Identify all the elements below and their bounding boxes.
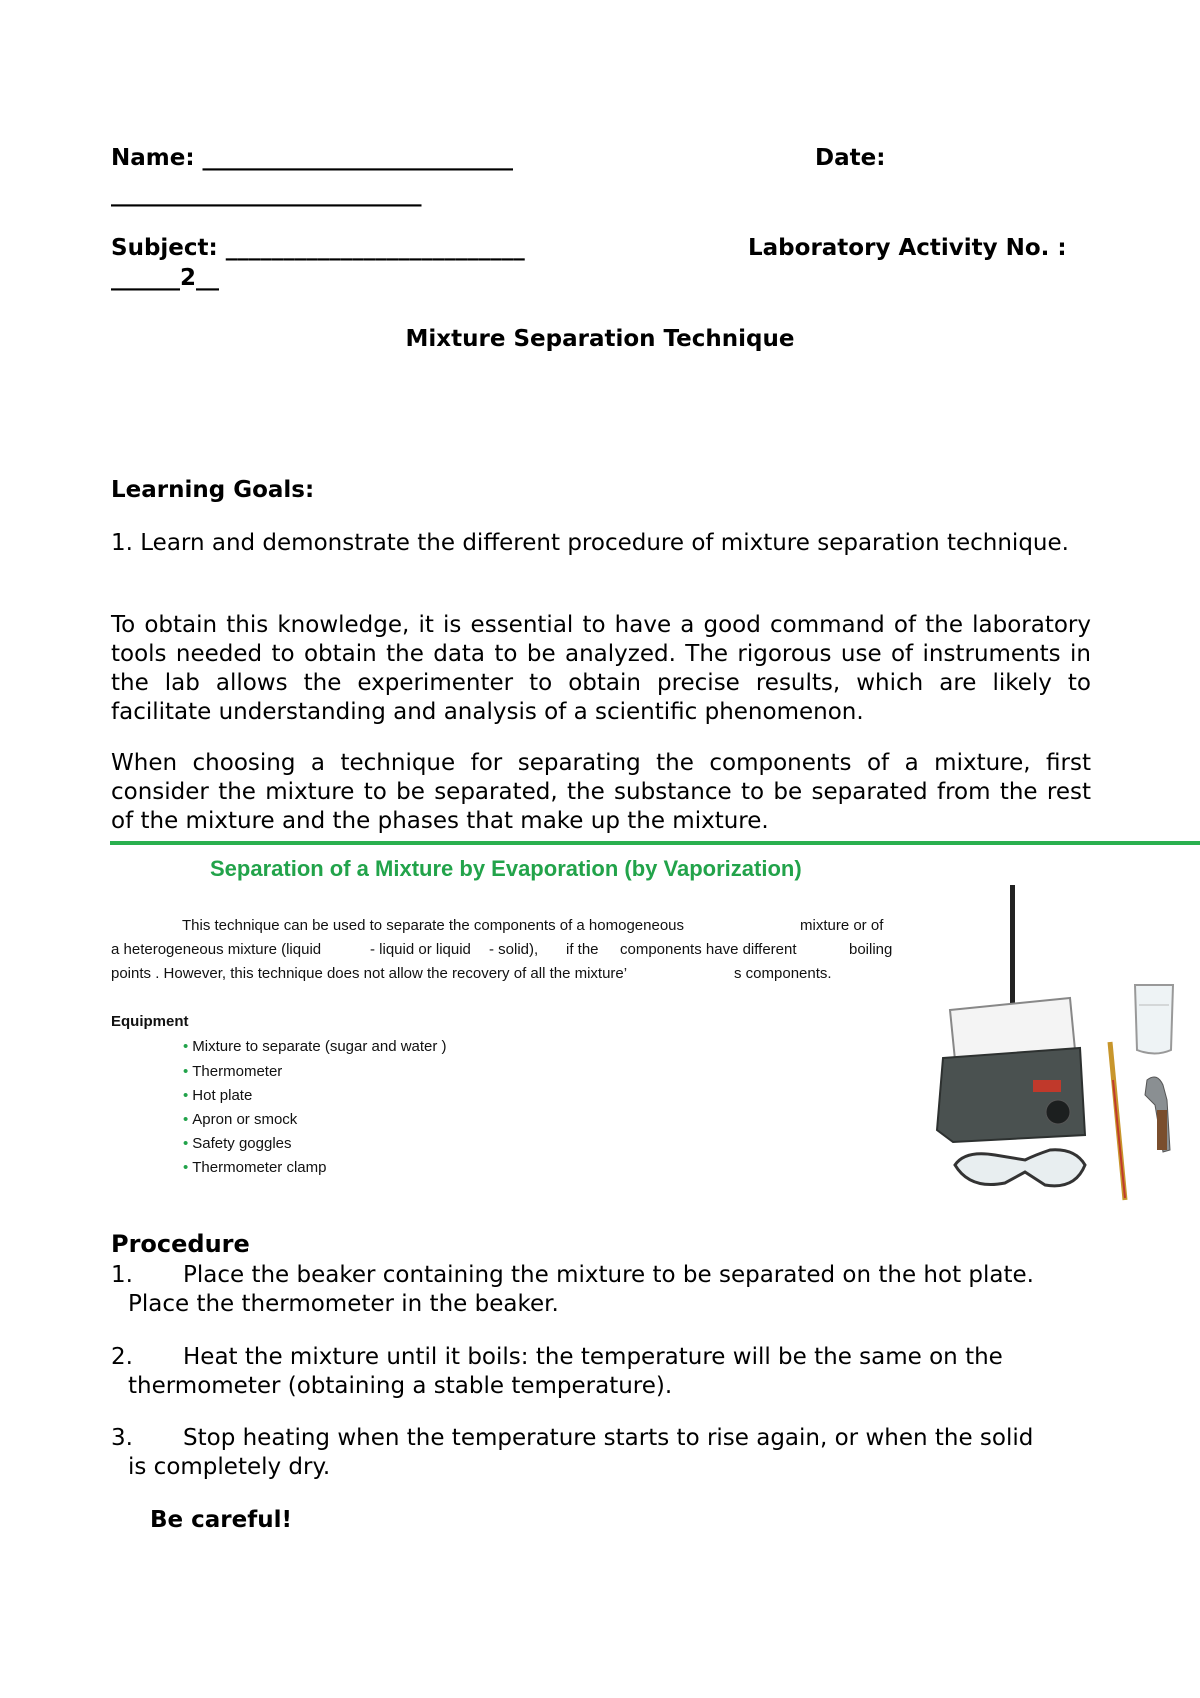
lab-equipment-image [925, 880, 1185, 1205]
procedure-heading: Procedure [111, 1230, 250, 1258]
evaporation-heading: Separation of a Mixture by Evaporation (by Vaporization) [210, 856, 802, 881]
equipment-item: • Thermometer clamp [183, 1159, 326, 1176]
equipment-item: • Hot plate [183, 1087, 252, 1104]
equipment-item: • Mixture to separate (sugar and water ) [183, 1038, 447, 1055]
goggles-icon [955, 1150, 1085, 1186]
step-3-text: Stop heating when the temperature starts to rise again, or when the solid [183, 1425, 1034, 1451]
name-field [111, 144, 513, 173]
hot-plate-body [937, 1048, 1085, 1142]
equipment-item: • Apron or smock [183, 1111, 297, 1128]
beaker-icon [1135, 985, 1173, 1054]
name-line: ___________________________ [202, 145, 514, 171]
step-2-text-cont: thermometer (obtaining a stable temperature). [128, 1373, 673, 1399]
evap-text-2e: components have different [620, 941, 797, 958]
page-title: Mixture Separation Technique [405, 326, 795, 352]
subject-field [111, 234, 525, 263]
section-divider [110, 841, 1200, 845]
subject-line: __________________________ [225, 235, 525, 261]
subject-label: Subject: [111, 235, 226, 261]
step-1-text-cont: Place the thermometer in the beaker. [128, 1291, 559, 1317]
evap-text-2f: boiling [849, 941, 893, 958]
evap-text-2d: if the [566, 941, 599, 958]
evap-text-2a: a heterogeneous mixture (liquid [111, 941, 322, 958]
hot-plate-display [1033, 1080, 1061, 1092]
learning-paragraph-1: To obtain this knowledge, it is essential to have a good command of the laboratory tools needed to obtain the data to be analyzed. The rigorous use of instruments in the lab allows the experimenter to obtain precise results, which are likely to facilitate understanding and analysis of a scientific phenomenon. [111, 612, 1091, 725]
step-2-text: Heat the mixture until it boils: the temperature will be the same on the [183, 1344, 1003, 1370]
evap-text-1b: mixture or of [800, 917, 884, 934]
hot-plate-knob [1046, 1100, 1070, 1124]
step-1-number: 1. [111, 1262, 133, 1288]
evap-text-3b: s components. [734, 965, 832, 982]
evap-text-2c: - solid), [489, 941, 539, 958]
equipment-item: • Thermometer [183, 1063, 282, 1080]
evap-text-1a: This technique can be used to separate the components of a homogeneous [182, 917, 685, 934]
equipment-item: • Safety goggles [183, 1135, 292, 1152]
activity-value: ______2__ [111, 265, 220, 291]
goal-1: 1. Learn and demonstrate the different procedure of mixture separation technique. [111, 530, 1069, 556]
learning-goals-heading: Learning Goals: [111, 477, 315, 503]
learning-paragraph-2: When choosing a technique for separating the components of a mixture, first consider the mixture to be separated, the substance to be separated from the rest of the mixture and the phases that make up the mixture. [111, 750, 1091, 834]
stand-rod [1010, 885, 1015, 1010]
caution-text: Be careful! [150, 1507, 292, 1533]
date-label: Date: [815, 145, 886, 171]
activity-label: Laboratory Activity No. : [748, 235, 1067, 261]
date-line: ___________________________ [111, 181, 422, 207]
step-3-text-cont: is completely dry. [128, 1454, 331, 1480]
step-1-text: Place the beaker containing the mixture to be separated on the hot plate. [183, 1262, 1034, 1288]
evap-text-2b: - liquid or liquid [370, 941, 471, 958]
name-label: Name: [111, 145, 203, 171]
equipment-label: Equipment [111, 1013, 189, 1030]
step-3-number: 3. [111, 1425, 133, 1451]
evap-text-3a: points . However, this technique does not allow the recovery of all the mixture’ [111, 965, 628, 982]
step-2-number: 2. [111, 1344, 133, 1370]
